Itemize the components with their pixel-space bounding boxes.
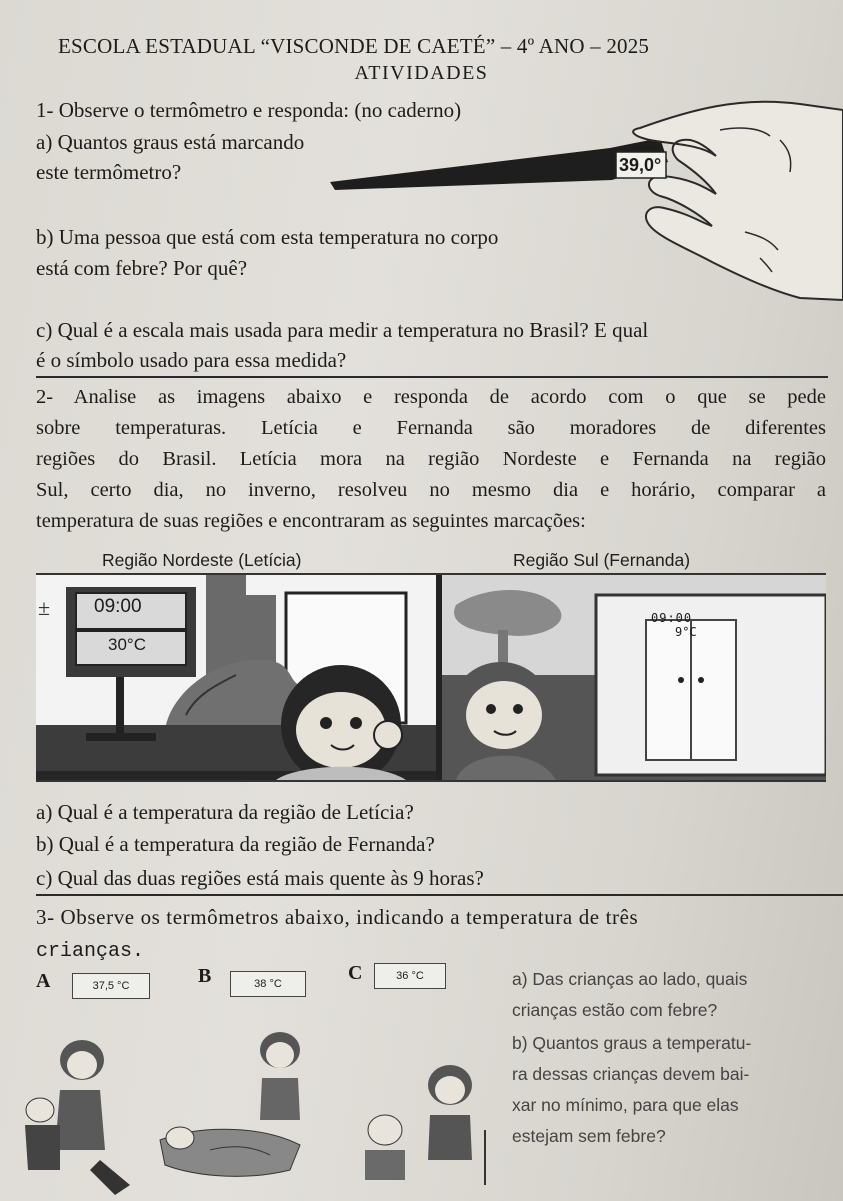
children-illustration [0,1010,510,1201]
q1-c-line2: é o símbolo usado para essa medida? [36,348,347,372]
q3-line1: 3- Observe os termômetros abaixo, indicando a temperatura de três [36,905,639,929]
q3-side-b3: xar no mínimo, para que elas [512,1095,739,1115]
svg-text:±: ± [38,595,51,620]
q2-line4: Sul, certo dia, no inverno, resolveu no mesmo dia e horário, comparar a [36,479,826,501]
q1-c-line1: c) Qual é a escala mais usada para medir a temperatura no Brasil? E qual [36,318,649,342]
section-divider-2 [36,894,843,896]
child-c-letter: C [348,962,363,984]
q2-b: b) Qual é a temperatura da região de Fernanda? [36,832,435,856]
q3-side-b1: b) Quantos graus a temperatu- [512,1033,752,1053]
school-header: ESCOLA ESTADUAL “VISCONDE DE CAETÉ” – 4º ANO – 2025 [58,34,650,58]
q1-a-line1: a) Quantos graus está marcando [36,130,305,154]
q2-line5: temperatura de suas regiões e encontraram as seguintes marcações: [36,510,586,532]
q1-b-line2: está com febre? Por quê? [36,256,248,280]
q3-side-a1: a) Das crianças ao lado, quais [512,969,748,989]
child-a-temp: 37,5 °C [72,973,150,999]
q3-line2: crianças. [36,940,145,963]
left-temp-display: 30°C [108,635,146,654]
q2-line3: regiões do Brasil. Letícia mora na região Nordeste e Fernanda na região [36,448,826,470]
q2-a: a) Qual é a temperatura da região de Letícia? [36,800,414,824]
thermometer-reading: 39,0° [619,155,662,175]
q2-line2: sobre temperaturas. Letícia e Fernanda são moradores de diferentes [36,417,826,439]
left-time-display: 09:00 [94,596,142,617]
q1-b-line1: b) Uma pessoa que está com esta temperatura no corpo [36,225,499,249]
q2-line1: 2- Analise as imagens abaixo e responda de acordo com o que se pede [36,386,826,408]
page-title: ATIVIDADES [354,62,489,84]
q3-side-b2: ra dessas crianças devem bai- [512,1064,750,1084]
child-b-letter: B [198,965,212,987]
child-a-letter: A [36,970,51,992]
section-divider [36,376,828,378]
q2-c: c) Qual das duas regiões está mais quente às 9 horas? [36,866,484,890]
right-time-display: 09:00 [651,611,693,625]
q1-a-line2: este termômetro? [36,160,182,184]
hand-drawing [633,102,843,300]
q3-side-a2: crianças estão com febre? [512,1000,718,1020]
q3-side-b4: estejam sem febre? [512,1126,666,1146]
comic-panels [36,573,826,782]
q1-prompt: 1- Observe o termômetro e responda: (no caderno) [36,98,462,122]
left-panel-caption: Região Nordeste (Letícia) [102,550,302,570]
right-temp-display: 9°C [675,625,697,639]
child-c-temp: 36 °C [374,963,446,989]
child-b-temp: 38 °C [230,971,306,997]
right-panel-caption: Região Sul (Fernanda) [513,550,691,570]
